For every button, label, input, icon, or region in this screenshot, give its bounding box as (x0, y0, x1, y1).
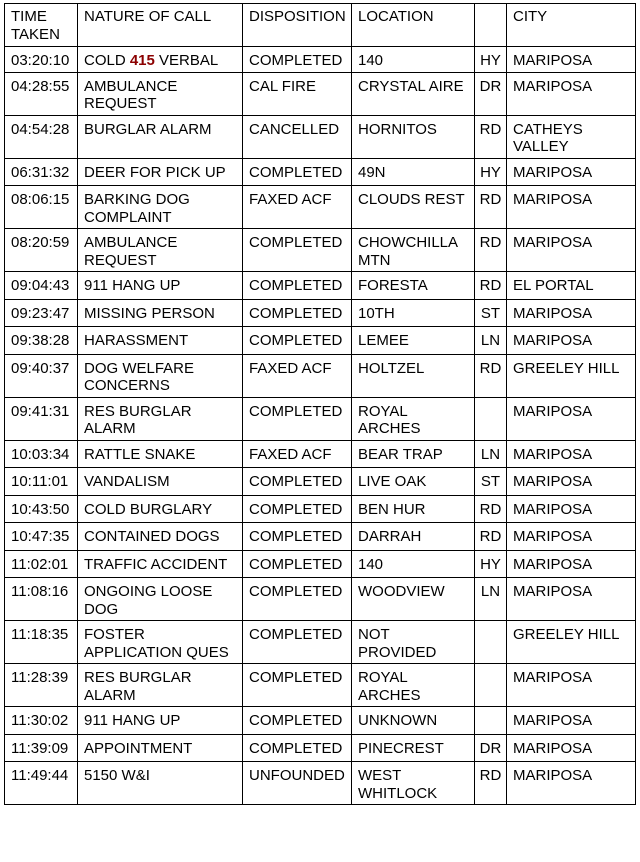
cell-nature: MISSING PERSON (78, 299, 243, 327)
cell-city: MARIPOSA (507, 47, 636, 73)
table-row (5, 299, 636, 327)
cell-suffix: RD (475, 354, 507, 397)
cell-city: CATHEYS VALLEY (507, 115, 636, 158)
cell-suffix: LN (475, 440, 507, 468)
table-row (5, 397, 636, 440)
cell-suffix: RD (475, 272, 507, 300)
cell-location: DARRAH (352, 523, 475, 551)
cell-location: NOT PROVIDED (352, 621, 475, 664)
cell-nature: CONTAINED DOGS (78, 523, 243, 551)
cell-city: MARIPOSA (507, 72, 636, 115)
cell-disposition: COMPLETED (243, 578, 352, 621)
cell-time: 04:54:28 (5, 115, 78, 158)
nature-text: VERBAL (154, 52, 219, 69)
cell-time: 09:38:28 (5, 327, 78, 355)
cell-time: 10:43:50 (5, 495, 78, 523)
cell-city: MARIPOSA (507, 523, 636, 551)
cell-disposition: COMPLETED (243, 299, 352, 327)
cell-disposition: CAL FIRE (243, 72, 352, 115)
cell-disposition: FAXED ACF (243, 354, 352, 397)
table-row (5, 707, 636, 735)
cell-location: WOODVIEW (352, 578, 475, 621)
table-row (5, 578, 636, 621)
cell-city: MARIPOSA (507, 186, 636, 229)
table-row (5, 468, 636, 496)
nature-text: COLD (84, 52, 130, 69)
cell-disposition: COMPLETED (243, 707, 352, 735)
cell-time: 08:20:59 (5, 229, 78, 272)
cell-location: FORESTA (352, 272, 475, 300)
cell-location: 49N (352, 158, 475, 186)
cell-city: MARIPOSA (507, 550, 636, 578)
column-header-nature: NATURE OF CALL (78, 4, 243, 47)
table-row (5, 47, 636, 73)
table-row (5, 734, 636, 762)
cell-disposition: COMPLETED (243, 523, 352, 551)
cell-suffix: RD (475, 523, 507, 551)
cell-time: 09:23:47 (5, 299, 78, 327)
cell-disposition: COMPLETED (243, 397, 352, 440)
cell-city: MARIPOSA (507, 397, 636, 440)
cell-suffix (475, 621, 507, 664)
cell-nature: VANDALISM (78, 468, 243, 496)
cell-city: MARIPOSA (507, 440, 636, 468)
cell-disposition: CANCELLED (243, 115, 352, 158)
cell-suffix (475, 397, 507, 440)
cell-suffix: LN (475, 327, 507, 355)
cell-suffix: HY (475, 47, 507, 73)
table-row (5, 229, 636, 272)
cell-location: HOLTZEL (352, 354, 475, 397)
table-row (5, 495, 636, 523)
cell-nature: 5150 W&I (78, 762, 243, 805)
table-row (5, 762, 636, 805)
cell-disposition: COMPLETED (243, 272, 352, 300)
cell-city: MARIPOSA (507, 664, 636, 707)
cell-suffix: HY (475, 158, 507, 186)
table-row (5, 272, 636, 300)
cell-location: 10TH (352, 299, 475, 327)
cell-location: CHOWCHILLA MTN (352, 229, 475, 272)
cell-nature: 911 HANG UP (78, 707, 243, 735)
table-row (5, 550, 636, 578)
cell-time: 04:28:55 (5, 72, 78, 115)
column-header-disposition: DISPOSITION (243, 4, 352, 47)
cell-city: MARIPOSA (507, 299, 636, 327)
cell-time: 11:49:44 (5, 762, 78, 805)
cell-disposition: COMPLETED (243, 734, 352, 762)
cell-time: 11:28:39 (5, 664, 78, 707)
cell-nature: APPOINTMENT (78, 734, 243, 762)
cell-time: 11:30:02 (5, 707, 78, 735)
cell-disposition: FAXED ACF (243, 440, 352, 468)
cell-city: EL PORTAL (507, 272, 636, 300)
cell-time: 11:02:01 (5, 550, 78, 578)
cell-city: MARIPOSA (507, 734, 636, 762)
table-row (5, 158, 636, 186)
cell-city: MARIPOSA (507, 229, 636, 272)
cell-disposition: UNFOUNDED (243, 762, 352, 805)
column-header-time: TIME TAKEN (5, 4, 78, 47)
call-log (4, 3, 636, 805)
cell-disposition: COMPLETED (243, 550, 352, 578)
cell-time: 08:06:15 (5, 186, 78, 229)
cell-nature: BURGLAR ALARM (78, 115, 243, 158)
cell-location: WEST WHITLOCK (352, 762, 475, 805)
cell-location: CRYSTAL AIRE (352, 72, 475, 115)
cell-time: 10:03:34 (5, 440, 78, 468)
table-row (5, 115, 636, 158)
cell-city: MARIPOSA (507, 468, 636, 496)
cell-disposition: COMPLETED (243, 621, 352, 664)
cell-city: MARIPOSA (507, 495, 636, 523)
cell-suffix: DR (475, 734, 507, 762)
cell-city: GREELEY HILL (507, 621, 636, 664)
table-row (5, 523, 636, 551)
cell-time: 11:08:16 (5, 578, 78, 621)
cell-location: LEMEE (352, 327, 475, 355)
call-log-table (4, 3, 636, 805)
table-row (5, 664, 636, 707)
cell-suffix (475, 664, 507, 707)
cell-location: HORNITOS (352, 115, 475, 158)
cell-time: 09:04:43 (5, 272, 78, 300)
cell-nature: COLD BURGLARY (78, 495, 243, 523)
cell-city: MARIPOSA (507, 327, 636, 355)
cell-disposition: COMPLETED (243, 468, 352, 496)
cell-location: BEAR TRAP (352, 440, 475, 468)
cell-time: 10:11:01 (5, 468, 78, 496)
cell-disposition: COMPLETED (243, 327, 352, 355)
cell-suffix: RD (475, 115, 507, 158)
cell-suffix: RD (475, 186, 507, 229)
cell-disposition: COMPLETED (243, 229, 352, 272)
cell-time: 09:40:37 (5, 354, 78, 397)
cell-location: BEN HUR (352, 495, 475, 523)
cell-nature: TRAFFIC ACCIDENT (78, 550, 243, 578)
cell-time: 11:39:09 (5, 734, 78, 762)
cell-suffix: LN (475, 578, 507, 621)
cell-nature: DOG WELFARE CONCERNS (78, 354, 243, 397)
cell-nature: HARASSMENT (78, 327, 243, 355)
column-header-city: CITY (507, 4, 636, 47)
cell-suffix: RD (475, 762, 507, 805)
cell-location: ROYAL ARCHES (352, 397, 475, 440)
table-row (5, 440, 636, 468)
cell-location: LIVE OAK (352, 468, 475, 496)
cell-city: MARIPOSA (507, 707, 636, 735)
cell-location: CLOUDS REST (352, 186, 475, 229)
cell-nature: RATTLE SNAKE (78, 440, 243, 468)
cell-location: 140 (352, 47, 475, 73)
cell-suffix: DR (475, 72, 507, 115)
cell-location: 140 (352, 550, 475, 578)
cell-time: 06:31:32 (5, 158, 78, 186)
header-row (5, 4, 636, 47)
cell-suffix (475, 707, 507, 735)
cell-city: MARIPOSA (507, 762, 636, 805)
cell-time: 11:18:35 (5, 621, 78, 664)
cell-time: 10:47:35 (5, 523, 78, 551)
column-header-suffix (475, 4, 507, 47)
cell-disposition: COMPLETED (243, 158, 352, 186)
cell-suffix: RD (475, 229, 507, 272)
cell-disposition: FAXED ACF (243, 186, 352, 229)
cell-location: ROYAL ARCHES (352, 664, 475, 707)
cell-disposition: COMPLETED (243, 664, 352, 707)
cell-nature: 911 HANG UP (78, 272, 243, 300)
cell-nature: ONGOING LOOSE DOG (78, 578, 243, 621)
table-row (5, 327, 636, 355)
cell-time: 09:41:31 (5, 397, 78, 440)
cell-time: 03:20:10 (5, 47, 78, 73)
table-row (5, 186, 636, 229)
cell-city: GREELEY HILL (507, 354, 636, 397)
cell-location: UNKNOWN (352, 707, 475, 735)
cell-nature: FOSTER APPLICATION QUES (78, 621, 243, 664)
table-row (5, 621, 636, 664)
cell-suffix: RD (475, 495, 507, 523)
cell-disposition: COMPLETED (243, 495, 352, 523)
nature-highlight: 415 (129, 52, 155, 69)
cell-nature: AMBULANCE REQUEST (78, 229, 243, 272)
cell-suffix: ST (475, 468, 507, 496)
cell-suffix: ST (475, 299, 507, 327)
column-header-location: LOCATION (352, 4, 475, 47)
cell-nature: DEER FOR PICK UP (78, 158, 243, 186)
cell-nature: AMBULANCE REQUEST (78, 72, 243, 115)
table-row (5, 354, 636, 397)
table-row (5, 72, 636, 115)
cell-nature: RES BURGLAR ALARM (78, 664, 243, 707)
cell-nature (78, 47, 243, 73)
cell-nature: RES BURGLAR ALARM (78, 397, 243, 440)
cell-city: MARIPOSA (507, 158, 636, 186)
cell-nature: BARKING DOG COMPLAINT (78, 186, 243, 229)
cell-suffix: HY (475, 550, 507, 578)
cell-city: MARIPOSA (507, 578, 636, 621)
cell-disposition: COMPLETED (243, 47, 352, 73)
cell-location: PINECREST (352, 734, 475, 762)
